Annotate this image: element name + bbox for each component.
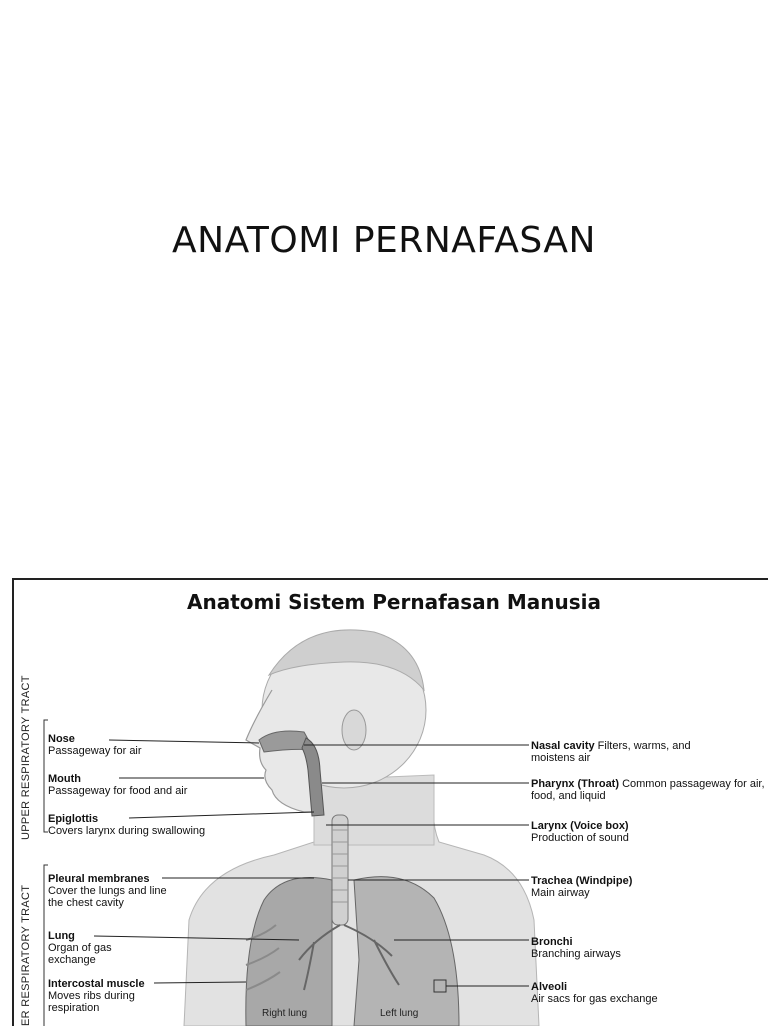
label-bronchi: Bronchi Branching airways <box>531 936 621 960</box>
left-lung-label: Left lung <box>380 1008 418 1019</box>
upper-tract-label: UPPER RESPIRATORY TRACT <box>20 675 32 840</box>
label-lung: Lung Organ of gas exchange <box>48 930 128 966</box>
label-larynx: Larynx (Voice box) Production of sound <box>531 820 629 844</box>
lower-tract-label: ER RESPIRATORY TRACT <box>20 885 32 1026</box>
label-trachea: Trachea (Windpipe) Main airway <box>531 875 632 899</box>
label-nasal-cavity: Nasal cavity Filters, warms, and moistens air <box>531 740 731 764</box>
ear-shape <box>342 710 366 750</box>
label-pleural-membranes: Pleural membranes Cover the lungs and line the chest cavity <box>48 873 173 909</box>
diagram-title: Anatomi Sistem Pernafasan Manusia <box>14 590 768 614</box>
slide-title: ANATOMI PERNAFASAN <box>0 220 768 261</box>
respiratory-diagram <box>12 578 768 1026</box>
label-mouth: Mouth Passageway for food and air <box>48 773 187 797</box>
label-pharynx: Pharynx (Throat) Common passageway for air, food, and liquid <box>531 778 768 802</box>
label-epiglottis: Epiglottis Covers larynx during swallowing <box>48 813 205 837</box>
trachea-shape <box>332 815 348 925</box>
label-alveoli: Alveoli Air sacs for gas exchange <box>531 981 658 1005</box>
right-lung-label: Right lung <box>262 1008 307 1019</box>
label-nose: Nose Passageway for air <box>48 733 142 757</box>
label-intercostal-muscle: Intercostal muscle Moves ribs during respiration <box>48 978 158 1014</box>
